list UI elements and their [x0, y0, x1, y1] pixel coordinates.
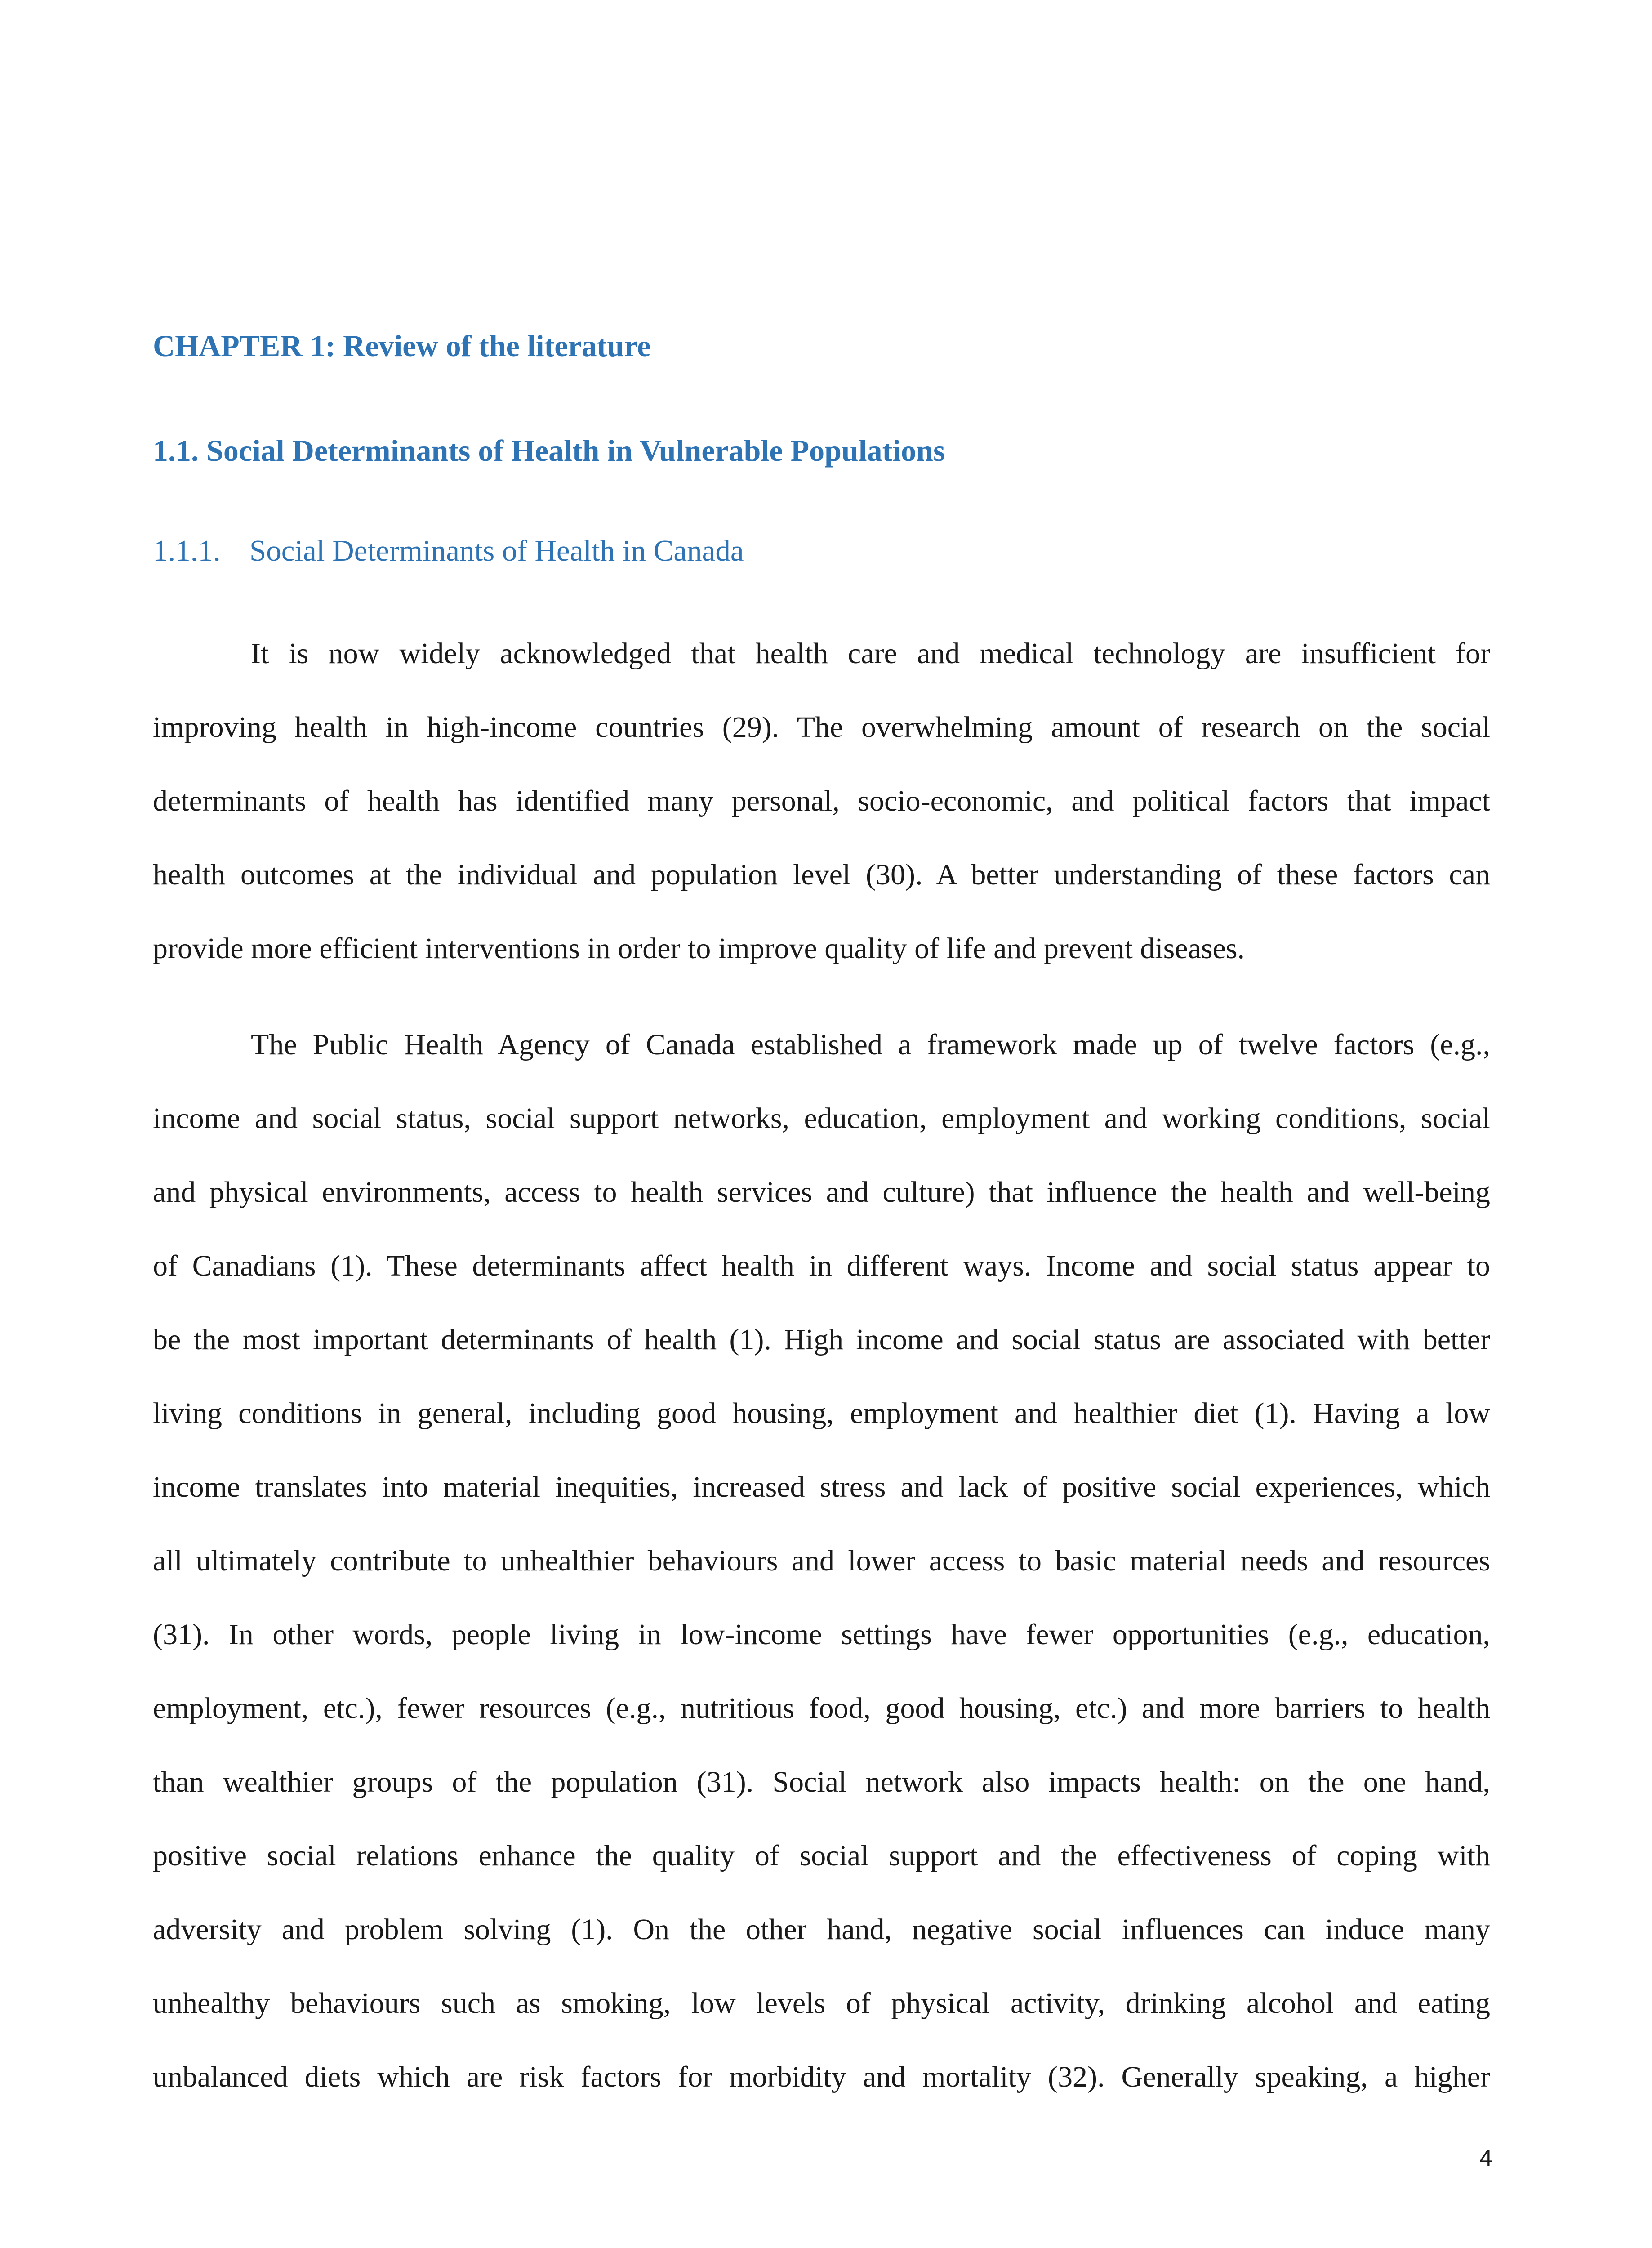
text-line: It is now widely acknowledged that health care and medical technology are insufficient for — [251, 637, 1490, 670]
text-line: of Canadians (1). These determinants affect health in different ways. Income and social status appear to — [153, 1249, 1490, 1282]
text-line: adversity and problem solving (1). On the other hand, negative social influences can induce many — [153, 1913, 1490, 1946]
text-line: positive social relations enhance the quality of social support and the effectiveness of coping with — [153, 1839, 1490, 1872]
text-line: all ultimately contribute to unhealthier behaviours and lower access to basic material needs and resources — [153, 1544, 1490, 1577]
text-line: determinants of health has identified many personal, socio-economic, and political factors that impact — [153, 785, 1490, 817]
text-line: (31). In other words, people living in low-income settings have fewer opportunities (e.g., education, — [153, 1618, 1490, 1651]
text-line: income and social status, social support networks, education, employment and working conditions, social — [153, 1102, 1490, 1135]
subsection-title: Social Determinants of Health in Canada — [249, 534, 744, 567]
text-line: unbalanced diets which are risk factors for morbidity and mortality (32). Generally speaking, a higher — [153, 2061, 1490, 2093]
text-line: than wealthier groups of the population (31). Social network also impacts health: on the one hand, — [153, 1766, 1490, 1798]
subsection-number: 1.1.1. — [153, 534, 221, 567]
chapter-heading: CHAPTER 1: Review of the literature — [153, 329, 651, 363]
paragraph-2 — [153, 1008, 1490, 2114]
subsection-heading — [153, 534, 744, 568]
text-line: provide more efficient interventions in order to improve quality of life and prevent diseases. — [153, 932, 1245, 965]
text-line: and physical environments, access to health services and culture) that influence the health and well-being — [153, 1176, 1490, 1209]
section-heading: 1.1. Social Determinants of Health in Vulnerable Populations — [153, 433, 945, 468]
text-line: The Public Health Agency of Canada established a framework made up of twelve factors (e.g., — [251, 1028, 1490, 1061]
paragraph-1 — [153, 617, 1490, 986]
text-line: income translates into material inequities, increased stress and lack of positive social experiences, which — [153, 1471, 1490, 1503]
text-line: be the most important determinants of health (1). High income and social status are associated with better — [153, 1323, 1490, 1356]
text-line: employment, etc.), fewer resources (e.g., nutritious food, good housing, etc.) and more barriers to health — [153, 1692, 1490, 1725]
text-line: unhealthy behaviours such as smoking, low levels of physical activity, drinking alcohol and eating — [153, 1987, 1490, 2020]
text-line: improving health in high-income countries (29). The overwhelming amount of research on the social — [153, 711, 1490, 744]
text-line: living conditions in general, including good housing, employment and healthier diet (1). Having a low — [153, 1397, 1490, 1430]
text-line: health outcomes at the individual and population level (30). A better understanding of these factors can — [153, 858, 1490, 891]
page-number: 4 — [1479, 2145, 1492, 2171]
